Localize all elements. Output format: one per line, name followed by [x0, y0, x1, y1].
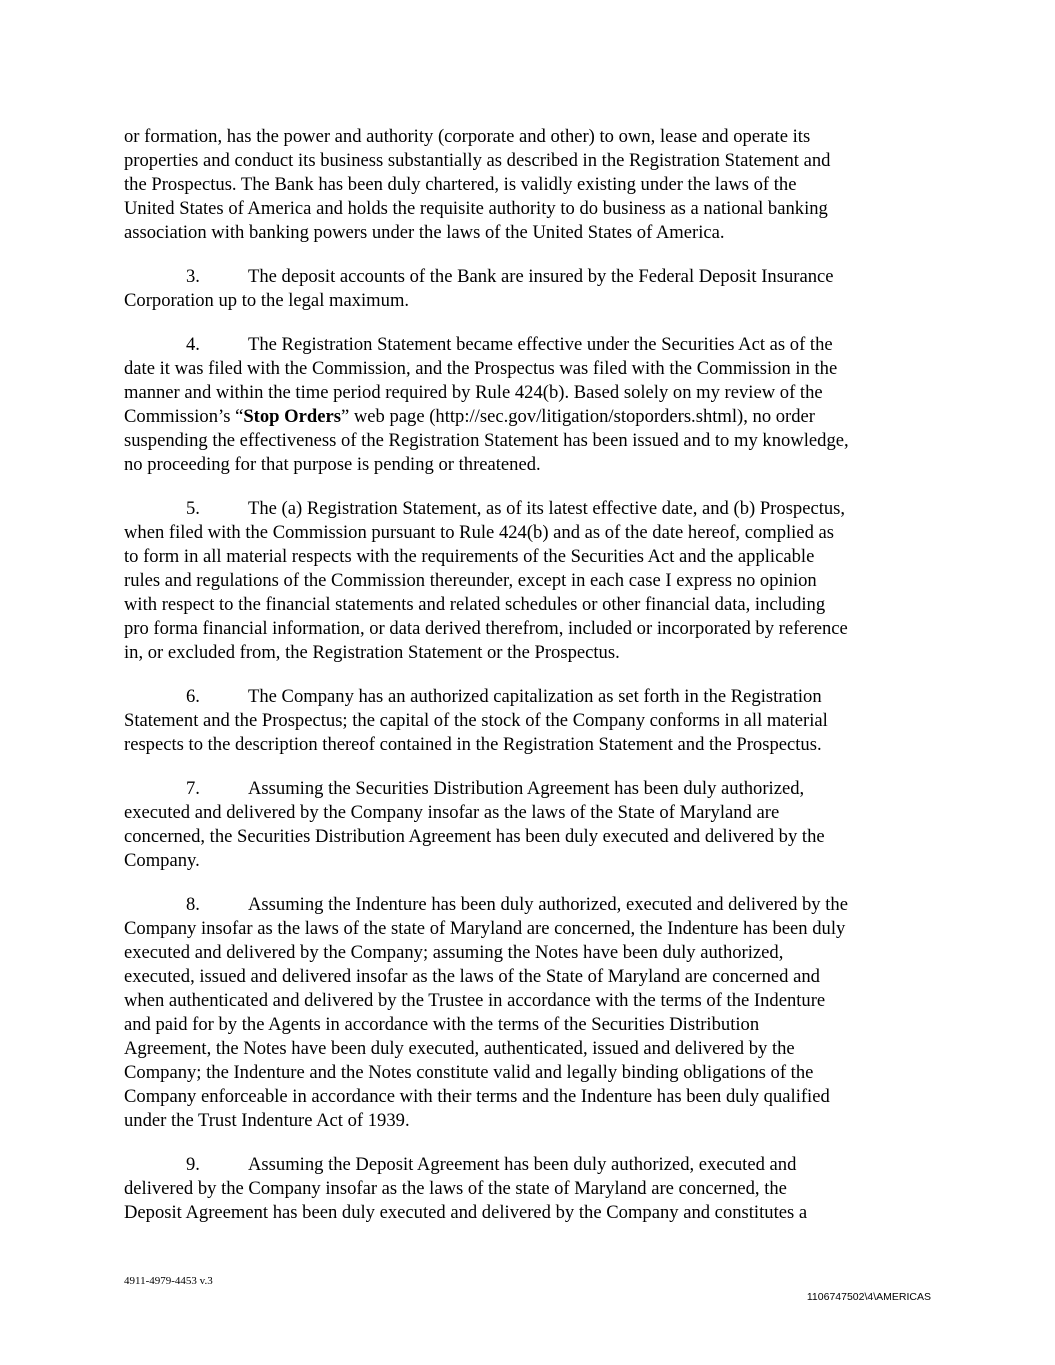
- paragraph-number: 7.: [186, 778, 200, 799]
- paragraph-text: Assuming the Securities Distribution Agreement has been duly authorized, executed and delivered by the Company insofar as the laws of the State of Maryland are concerned, the Securities Distribution Agreement has been duly executed and delivered by the Company.: [124, 778, 825, 871]
- paragraph-text: The (a) Registration Statement, as of its latest effective date, and (b) Prospectus, when filed with the Commission pursuant to Rule 424(b) and as of the date hereof, complied as to form in all material respects with the requirements of the Securities Act and the applicable rules and regulations of the Commission thereunder, except in each case I express no opinion with respect to the financial statements and related schedules or other financial data, including pro forma financial information, or data derived therefrom, included or incorporated by reference in, or excluded from, the Registration Statement or the Prospectus.: [124, 498, 848, 663]
- paragraph-4: [124, 333, 936, 477]
- paragraph-8: [124, 893, 936, 1133]
- paragraph-text: The Registration Statement became effective under the Securities Act as of the date it was filed with the Commission, and the Prospectus was filed with the Commission in the manner and within the time period required by Rule 424(b). Based solely on my review of the Commission’s “: [124, 334, 838, 427]
- paragraph-text: The Company has an authorized capitalization as set forth in the Registration Statement and the Prospectus; the capital of the stock of the Company conforms in all material respects to the description thereof contained in the Registration Statement and the Prospectus.: [124, 686, 828, 755]
- footer-doc-id: 4911-4979-4453 v.3: [124, 1275, 213, 1287]
- paragraph-continuation: [124, 125, 936, 245]
- paragraph-text: Assuming the Deposit Agreement has been duly authorized, executed and delivered by the Company insofar as the laws of the state of Maryland are concerned, the Deposit Agreement has been duly executed and delivered by the Company and constitutes a: [124, 1154, 808, 1223]
- footer-ref-id: 1106747502\4\AMERICAS: [806, 1291, 931, 1303]
- paragraph-5: [124, 497, 936, 665]
- paragraph-text: or formation, has the power and authority (corporate and other) to own, lease and operate its properties and conduct its business substantially as described in the Registration Statement and the Prospectus. The Bank has been duly chartered, is validly existing under the laws of the United States of America and holds the requisite authority to do business as a national banking association with banking powers under the laws of the United States of America.: [124, 126, 831, 243]
- paragraph-number: 8.: [186, 894, 200, 915]
- paragraph-number: 5.: [186, 498, 200, 519]
- paragraph-number: 4.: [186, 334, 200, 355]
- paragraph-number: 3.: [186, 266, 200, 287]
- paragraph-3: [124, 265, 936, 313]
- paragraph-text: The deposit accounts of the Bank are insured by the Federal Deposit Insurance Corporation up to the legal maximum.: [124, 266, 834, 311]
- paragraph-7: [124, 777, 936, 873]
- paragraph-number: 9.: [186, 1154, 200, 1175]
- paragraph-text-cont: ” web page (http://sec.gov/litigation/stoporders.shtml), no order suspending the effectiveness of the Registration Statement has been issued and to my knowledge, no proceeding for that purpose is pending or threatened.: [124, 406, 849, 475]
- paragraph-text: Assuming the Indenture has been duly authorized, executed and delivered by the Company insofar as the laws of the state of Maryland are concerned, the Indenture has been duly executed and delivered by the Company; assuming the Notes have been duly authorized, executed, issued and delivered insofar as the laws of the State of Maryland are concerned and when authenticated and delivered by the Trustee in accordance with the terms of the Indenture and paid for by the Agents in accordance with the terms of the Securities Distribution Agreement, the Notes have been duly executed, authenticated, issued and delivered by the Company; the Indenture and the Notes constitute valid and legally binding obligations of the Company enforceable in accordance with their terms and the Indenture has been duly qualified under the Trust Indenture Act of 1939.: [124, 894, 848, 1131]
- paragraph-9: [124, 1153, 936, 1225]
- paragraph-6: [124, 685, 936, 757]
- document-body: [124, 125, 936, 1245]
- bold-term: Stop Orders: [243, 406, 341, 427]
- paragraph-number: 6.: [186, 686, 200, 707]
